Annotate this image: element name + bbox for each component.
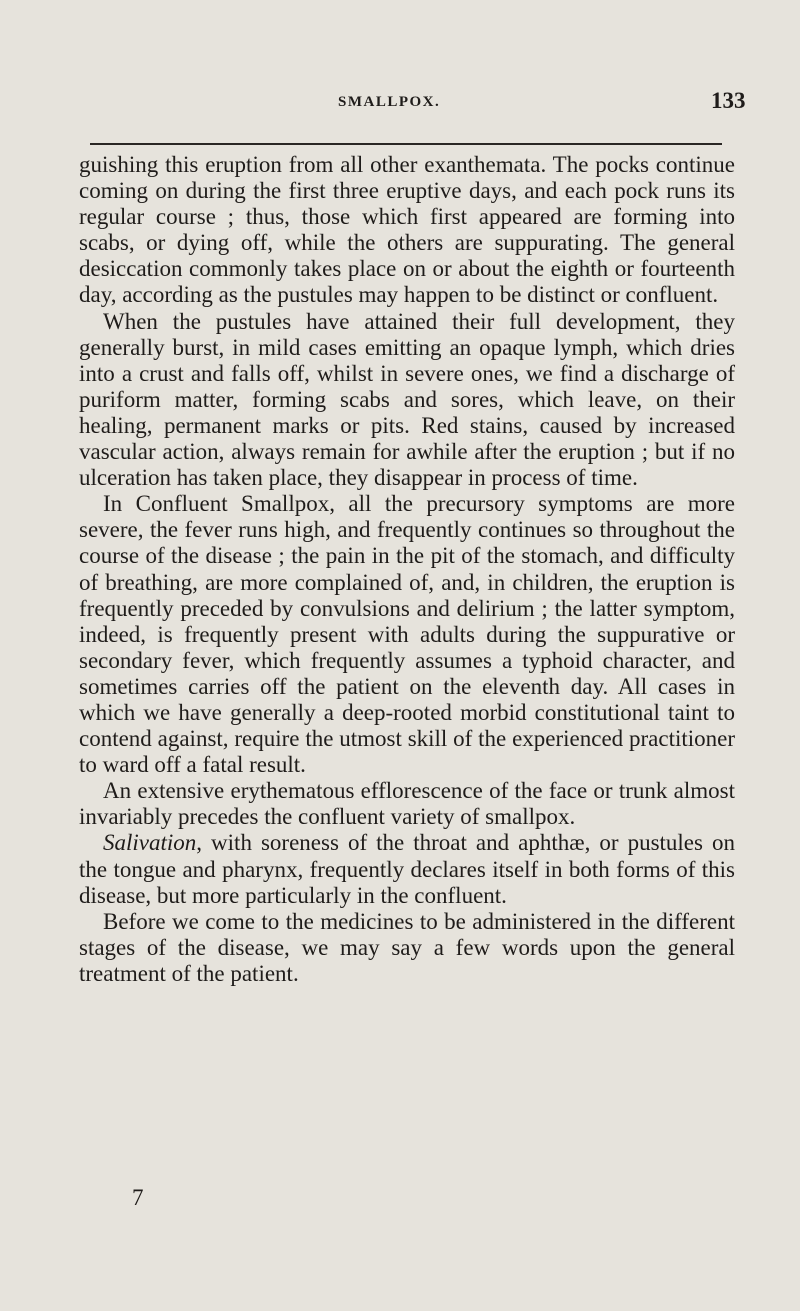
paragraph-2: When the pustules have attained their full development, they generally burst, in mild cases emitting an opaque lymph, which dries into a crust and falls off, whilst in severe ones, we find a discharge of puriform matter, forming scabs and sores, which leave, on their healing, permanent marks or pits. Red stains, caused by increased vascular action, always remain for awhile after the eruption ; but if no ulceration has taken place, they disappear in process of time. xyxy=(79,308,735,491)
running-head xyxy=(0,88,800,124)
paragraph-3: In Confluent Smallpox, all the precursory symptoms are more severe, the fever runs high, and frequently continues so throughout the course of the disease ; the pain in the pit of the stomach, and difficulty of breathing, are more complained of, and, in children, the eruption is frequently preceded by convulsions and delirium ; the latter symptom, indeed, is frequently present with adults during the suppurative or secondary fever, which frequently assumes a typhoid character, and sometimes carries off the patient on the eleventh day. All cases in which we have generally a deep-rooted morbid constitutional taint to contend against, require the utmost skill of the experienced practitioner to ward off a fatal result. xyxy=(79,491,735,778)
paragraph-6: Before we come to the medicines to be administered in the different stages of the disease, we may say a few words upon the general treatment of the patient. xyxy=(79,908,735,986)
paragraph-5-text: , with soreness of the throat and aphthæ, or pustules on the tongue and pharynx, frequently declares itself in both forms of this disease, but more particularly in the confluent. xyxy=(79,830,735,908)
running-title: SMALLPOX. xyxy=(338,94,441,110)
header-rule xyxy=(90,143,722,145)
salivation-term: Salivation xyxy=(103,830,197,856)
signature-mark: 7 xyxy=(132,1185,144,1210)
paragraph-5 xyxy=(79,830,735,908)
paragraph-4: An extensive erythematous efflorescence of the face or trunk almost invariably precedes the confluent variety of smallpox. xyxy=(79,778,735,830)
body-text xyxy=(79,152,735,987)
page-number: 133 xyxy=(711,88,746,113)
paragraph-1: guishing this eruption from all other exanthemata. The pocks continue coming on during the first three eruptive days, and each pock runs its regular course ; thus, those which first appeared are forming into scabs, or dying off, while the others are suppurating. The general desiccation commonly takes place on or about the eighth or fourteenth day, according as the pustules may happen to be distinct or confluent. xyxy=(79,152,735,308)
